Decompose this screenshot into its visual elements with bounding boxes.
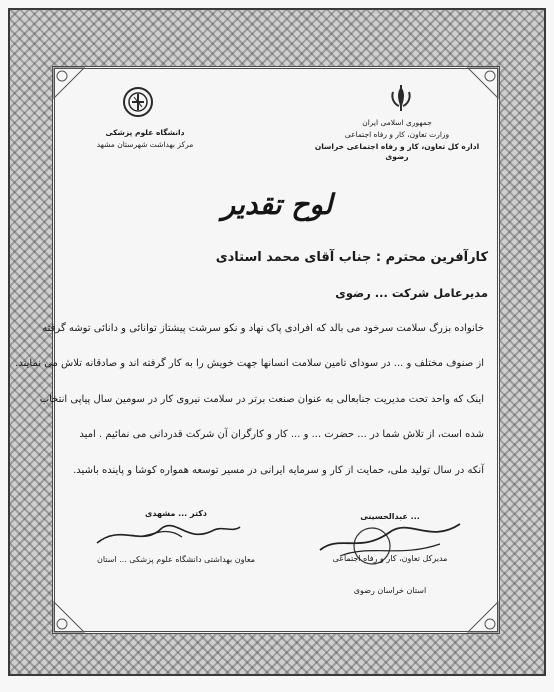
corner-ornament-icon	[466, 600, 500, 634]
signature-left-block	[86, 505, 266, 575]
body-line: از صنوف مختلف و ... در سودای تامین سلامت انسانها جهت خویش را به کار گرفته اند و صادقانه تلاش می نمایند.	[15, 358, 484, 369]
header-left-line1: دانشگاه علوم پزشکی	[105, 128, 185, 137]
iran-emblem-icon	[386, 84, 416, 112]
university-header	[90, 84, 200, 164]
body-line: شده است، از تلاش شما در ... حضرت ... و ... کار و کارگران آن شرکت قدردانی می نمائیم . امید	[79, 429, 484, 440]
signature-right-title: مدیرکل تعاون، کار و رفاه اجتماعی	[332, 554, 448, 563]
body-line: خانواده بزرگ سلامت سرخود می بالد که افرادی پاک نهاد و نکو سرشت پیشتاز توانائی و دانائی توشه گرفته	[42, 323, 484, 334]
header-right-line2: وزارت تعاون، کار و رفاه اجتماعی	[344, 130, 450, 139]
signature-right-block	[300, 510, 480, 600]
signature-left-scribble-icon	[92, 513, 242, 553]
signature-right-title2: استان خراسان رضوی	[353, 586, 427, 595]
corner-ornament-icon	[52, 66, 86, 100]
signature-left-title: معاون بهداشتی دانشگاه علوم پزشکی ... استان	[96, 555, 256, 564]
body-line: آنکه در سال تولید ملی، حمایت از کار و سرمایه ایرانی در مسیر توسعه همواره کوشا و پاینده باشید.	[73, 465, 484, 476]
header-right-line1: جمهوری اسلامی ایران	[362, 118, 432, 127]
certificate-title: لوح تقدیر	[221, 188, 333, 221]
recipient-position: مدیرعامل شرکت ... رضوی	[335, 286, 488, 300]
recipient-line: کارآفرین محترم : جناب آقای محمد استادی	[215, 250, 488, 265]
ministry-header	[302, 84, 492, 164]
body-line: اینک که واحد تحت مدیریت جنابعالی به عنوان صنعت برتر در سلامت نیروی کار در سومین سال پیاپی انتخاب	[39, 394, 484, 405]
signature-left-name: دکتر ... مشهدی	[144, 509, 207, 518]
corner-ornament-icon	[52, 600, 86, 634]
university-seal-icon	[122, 86, 154, 118]
header-left-line2: مرکز بهداشت شهرستان مشهد	[96, 140, 194, 149]
header-right-line3: اداره کل تعاون، کار و رفاه اجتماعی خراسان رضوی	[314, 142, 480, 161]
signature-right-name: ... عبدالحسینی	[360, 512, 420, 521]
